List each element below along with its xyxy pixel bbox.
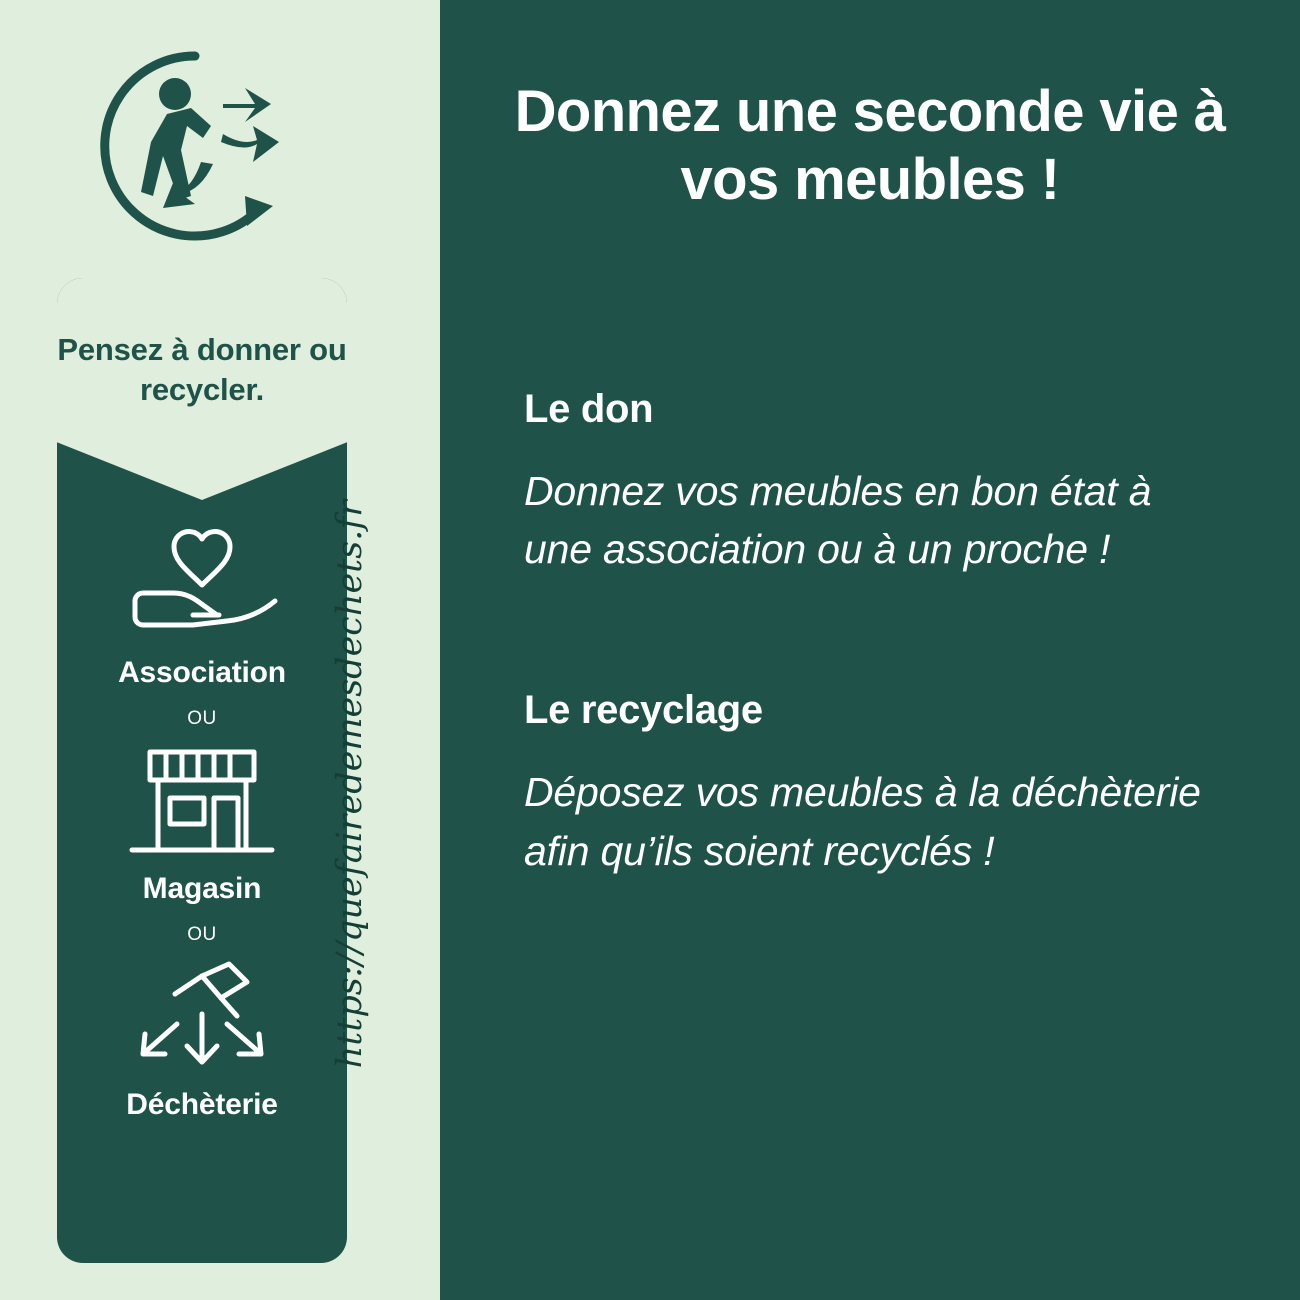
page-title: Donnez une seconde vie à vos meubles ! — [514, 79, 1226, 213]
steps-list — [57, 528, 347, 1122]
step-label: Déchèterie — [126, 1088, 278, 1121]
section-body: Donnez vos meubles en bon état à une association ou à un proche ! — [524, 467, 1152, 573]
hand-heart-icon — [57, 528, 347, 646]
right-panel — [440, 0, 1300, 1300]
separator-or-2: OU — [187, 924, 217, 945]
section-title: Le don — [524, 386, 654, 431]
step-label: Association — [118, 656, 286, 689]
section-body: Déposez vos meubles à la déchèterie afin qu’ils soient recyclés ! — [524, 769, 1201, 874]
step-dechèterie — [57, 960, 347, 1122]
waste-sorting-icon — [57, 960, 347, 1078]
step-magasin — [57, 744, 347, 906]
separator-or-1: OU — [187, 708, 217, 729]
section-le-recyclage — [524, 688, 1248, 879]
left-panel — [0, 0, 440, 1300]
website-url[interactable]: https://quefairedemesdechets.fr — [330, 500, 370, 1069]
section-title: Le recyclage — [524, 688, 763, 733]
callout-text: Pensez à donner ou recycler. — [57, 332, 347, 407]
person-recycling-icon — [95, 46, 295, 246]
step-label: Magasin — [142, 872, 262, 905]
steps-card — [57, 278, 347, 1263]
shop-icon — [57, 744, 347, 862]
step-association — [57, 528, 347, 690]
section-le-don — [524, 387, 1248, 578]
